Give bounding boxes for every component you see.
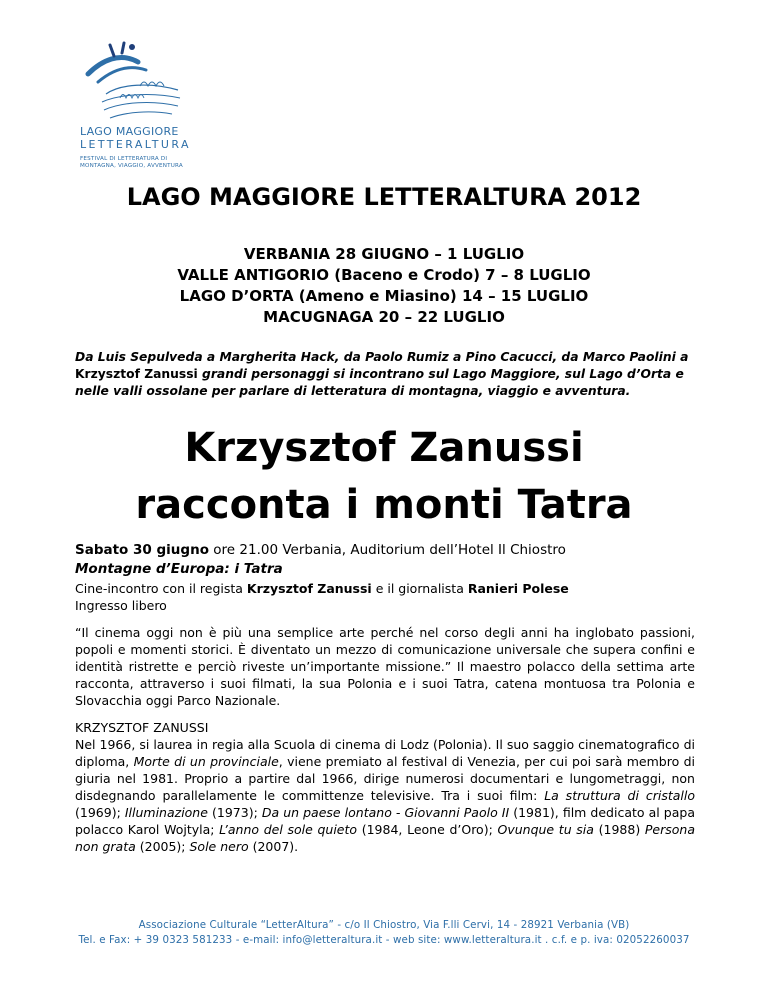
quote-paragraph: “Il cinema oggi non è più una semplice arte perché nel corso degli anni ha inglobato passioni, popoli e momenti storici. È diventato un mezzo di comunicazione universale che supera confini e identità ristrette e perciò riveste un’importante missione.” Il maestro polacco della settima arte racconta, attraverso i suoi filmati, la sua Polonia e i suoi Tatra, catena montuosa tra Polonia e Slovacchia oggi Parco Nazionale. bbox=[75, 625, 695, 708]
event-day: Sabato 30 giugno bbox=[75, 542, 209, 558]
desc-text: e il giornalista bbox=[371, 581, 468, 596]
bio-text: (2005); bbox=[135, 839, 190, 854]
date-line: VERBANIA 28 GIUGNO – 1 LUGLIO bbox=[243, 245, 525, 263]
date-line: LAGO D’ORTA (Ameno e Miasino) 14 – 15 LUGLIO bbox=[179, 287, 589, 305]
film-title: L’anno del sole quieto bbox=[219, 822, 358, 837]
footer-contacts: Tel. e Fax: + 39 0323 581233 - e-mail: info@letteraltura.it - web site: www.letteraltura.it . c.f. e p. iva: 02052260037 bbox=[78, 934, 690, 946]
bio-text: (1969); bbox=[75, 805, 125, 820]
film-title: La struttura di cristallo bbox=[544, 788, 695, 803]
event-time-place: ore 21.00 Verbania, Auditorium dell’Hotel Il Chiostro bbox=[208, 542, 566, 558]
event-headline bbox=[0, 420, 768, 534]
bio-heading: KRZYSZTOF ZANUSSI bbox=[75, 720, 209, 735]
film-title: Da un paese lontano - Giovanni Paolo II bbox=[261, 805, 510, 820]
bio-text: (1984, Leone d’Oro); bbox=[357, 822, 498, 837]
film-title: Morte di un provinciale bbox=[133, 754, 279, 769]
director-name: Krzysztof Zanussi bbox=[246, 581, 372, 596]
bio-text: (1973); bbox=[207, 805, 262, 820]
journalist-name: Ranieri Polese bbox=[467, 581, 569, 596]
film-title: Illuminazione bbox=[124, 805, 208, 820]
festival-dates bbox=[0, 244, 768, 328]
headline-line: Krzysztof Zanussi bbox=[184, 425, 584, 471]
headline-line: racconta i monti Tatra bbox=[135, 482, 633, 528]
bio-text: (1981), film dedicato al papa polacco Karol Wojtyla; bbox=[75, 805, 695, 837]
footer-contact bbox=[0, 918, 768, 948]
intro-text: grandi personaggi si incontrano sul Lago Maggiore, sul Lago d’Orta e nelle valli ossolane per parlare di letteratura di montagna, viaggio e avventura. bbox=[75, 367, 684, 398]
intro-text: Da Luis Sepulveda a Margherita Hack, da Paolo Rumiz a Pino Cacucci, da Marco Paolini a bbox=[75, 350, 689, 364]
date-line: MACUGNAGA 20 – 22 LUGLIO bbox=[263, 308, 505, 326]
bio-text: , viene premiato al festival di Venezia, per cui poi sarà membro di giuria nel 1981. Proprio a partire dal 1966, dirige numerosi documentari e lungometraggi, non disdegnando parallelamente le committenze televisive. Tra i suoi film: bbox=[75, 754, 695, 803]
entry-note: Ingresso libero bbox=[75, 598, 167, 613]
festival-title: LAGO MAGGIORE LETTERALTURA 2012 bbox=[126, 183, 642, 211]
desc-text: Cine-incontro con il regista bbox=[75, 581, 247, 596]
bio-paragraph bbox=[75, 736, 695, 855]
event-name: Montagne d’Europa: i Tatra bbox=[75, 561, 283, 577]
logo-tagline-line1: FESTIVAL DI LETTERATURA DI bbox=[80, 156, 168, 162]
film-title: Ovunque tu sia bbox=[497, 822, 594, 837]
logo-tagline-line2: MONTAGNA, VIAGGIO, AVVENTURA bbox=[80, 163, 183, 169]
intro-name: Krzysztof Zanussi bbox=[75, 367, 198, 381]
footer-address: Associazione Culturale “LetterAltura” - c/o Il Chiostro, Via F.lli Cervi, 14 - 28921 Verbania (VB) bbox=[138, 919, 630, 931]
festival-logo bbox=[80, 40, 200, 170]
event-description bbox=[75, 580, 695, 614]
logo-name-line2: LETTERALTURA bbox=[80, 138, 191, 151]
bio-text: (1988) bbox=[593, 822, 645, 837]
logo-name-line1: LAGO MAGGIORE bbox=[80, 125, 179, 138]
film-title: Sole nero bbox=[189, 839, 249, 854]
event-datetime bbox=[75, 542, 695, 559]
date-line: VALLE ANTIGORIO (Baceno e Crodo) 7 – 8 LUGLIO bbox=[177, 266, 591, 284]
logo-mark-icon bbox=[80, 40, 185, 125]
bio-text: Nel 1966, si laurea in regia alla Scuola di cinema di Lodz (Polonia). Il suo saggio cinematografico di diploma, bbox=[75, 737, 695, 769]
film-title: Persona non grata bbox=[75, 822, 696, 854]
intro-paragraph bbox=[75, 349, 695, 400]
bio-text: (2007). bbox=[248, 839, 299, 854]
